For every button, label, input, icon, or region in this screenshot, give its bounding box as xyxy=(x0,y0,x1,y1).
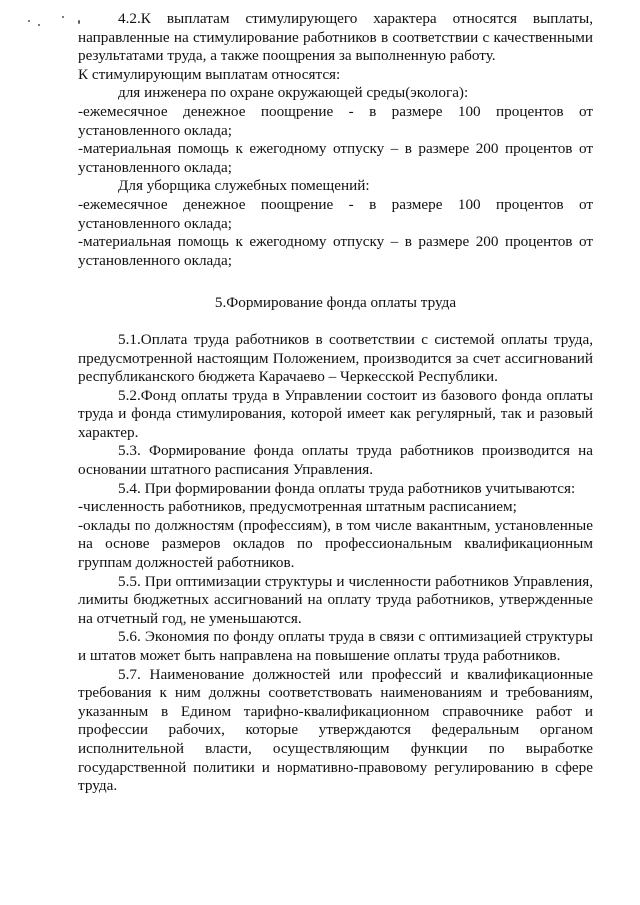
paragraph-5-6: 5.6. Экономия по фонду оплаты труда в связи с оптимизацией структуры и штатов может быть направлена на повышение оплаты труда работников. xyxy=(78,628,593,664)
p54-item-1: -численность работников, предусмотренная штатным расписанием; xyxy=(78,498,517,516)
section-5-heading: 5.Формирование фонда оплаты труда xyxy=(214,294,457,312)
paragraph-4-2: 4.2.К выплатам стимулирующего характера относятся выплаты, направленные на стимулирование работников в соответствии с качественными результатами труда, а также поощрения за выполненную работу. xyxy=(78,10,593,65)
paragraph-5-4: 5.4. При формировании фонда оплаты труда работников учитываются: xyxy=(118,479,576,497)
cleaner-item-1: -ежемесячное денежное поощрение - в размере 100 процентов от установленного оклада; xyxy=(78,195,593,232)
engineer-item-1: -ежемесячное денежное поощрение - в размере 100 процентов от установленного оклада; xyxy=(78,102,593,139)
paragraph-5-2: 5.2.Фонд оплаты труда в Управлении состоит из базового фонда оплаты труда и фонда стимулирования, которой имеет как регулярный, так и разовый характер. xyxy=(78,386,593,441)
stimulating-intro: К стимулирующим выплатам относятся: xyxy=(78,65,341,83)
engineer-item-2: -материальная помощь к ежегодному отпуску – в размере 200 процентов от установленного оклада; xyxy=(78,140,593,176)
paragraph-5-7: 5.7. Наименование должностей или профессий и квалификационные требования к ним должны соответствовать наименованиям и требованиям, указанным в Едином тарифно-квалификационном справочнике работ и профессии рабочих, которые утверждаются федеральным органом исполнительной власти, осуществляющим функции по выработке государственной политики и нормативно-правовому регулированию в сфере труда. xyxy=(78,665,593,795)
paragraph-5-5: 5.5. При оптимизации структуры и численности работников Управления, лимиты бюджетных ассигнований на оплату труда работников, утвержденные на отчетный год, не уменьшаются. xyxy=(78,572,593,627)
paragraph-5-1: 5.1.Оплата труда работников в соответствии с системой оплаты труда, предусмотренной настоящим Положением, производится за счет ассигнований республиканского бюджета Карачаево – Черкесской Республики. xyxy=(78,330,593,386)
cleaner-heading: Для уборщика служебных помещений: xyxy=(118,177,370,195)
document-page xyxy=(78,10,593,796)
paragraph-5-3: 5.3. Формирование фонда оплаты труда работников производится на основании штатного расписания Управления. xyxy=(78,442,593,479)
cleaner-item-2: -материальная помощь к ежегодному отпуску – в размере 200 процентов от установленного оклада; xyxy=(78,233,593,269)
p54-item-2: -оклады по должностям (профессиям), в том числе вакантным, установленные на основе размеров окладов по профессиональным квалификационным группам должностей работников. xyxy=(78,516,593,572)
engineer-heading: для инженера по охране окружающей среды(эколога): xyxy=(118,84,469,102)
